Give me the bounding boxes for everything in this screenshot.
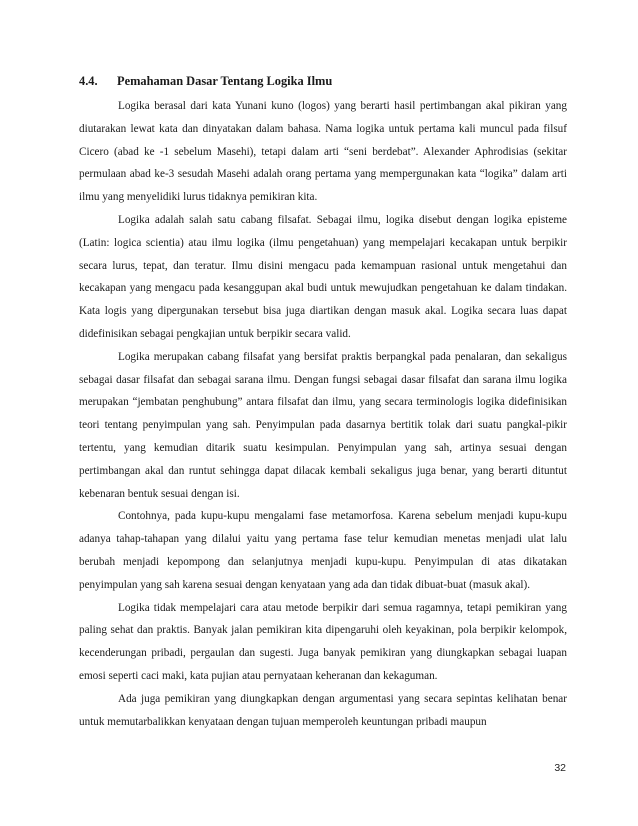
paragraph-6: Ada juga pemikiran yang diungkapkan dengan argumentasi yang secara sepintas kelihatan benar untuk memutarbalikkan kenyataan dengan tujuan memperoleh keuntungan pribadi maupun [79,692,567,728]
paragraph-5: Logika tidak mempelajari cara atau metode berpikir dari semua ragamnya, tetapi pemikiran yang paling sehat dan praktis. Banyak jalan pemikiran kita dipengaruhi oleh keyakinan, pola berpikir kelompok, kecenderungan pribadi, pergaulan dan sugesti. Juga banyak pemikiran yang diungkapkan sebagai luapan emosi seperti caci maki, kata pujian atau pernyataan keheranan dan kekaguman. [79,601,567,682]
section-title: Pemahaman Dasar Tentang Logika Ilmu [117,74,333,88]
page-number: 32 [554,762,566,774]
paragraph-4: Contohnya, pada kupu-kupu mengalami fase metamorfosa. Karena sebelum menjadi kupu-kupu adanya tahap-tahapan yang dilalui yaitu yang pertama fase telur kemudian menetas menjadi ulat lalu berubah menjadi kepompong dan selanjutnya menjadi kupu-kupu. Penyimpulan di atas dikatakan penyimpulan yang sah karena sesuai dengan kenyataan yang ada dan tidak dibuat-buat (masuk akal). [79,510,567,591]
paragraph-2: Logika adalah salah satu cabang filsafat. Sebagai ilmu, logika disebut dengan logika episteme (Latin: logica scientia) atau ilmu logika (ilmu pengetahuan) yang mempelajari kecakapan untuk berpikir secara lurus, tepat, dan teratur. Ilmu disini mengacu pada kemampuan rasional untuk mengetahui dan kecakapan yang mengacu pada kesanggupan akal budi untuk mewujudkan pengetahuan ke dalam tindakan. Kata logis yang dipergunakan tersebut bisa juga diartikan dengan masuk akal. Logika secara luas dapat didefinisikan sebagai pengkajian untuk berpikir secara valid. [79,213,567,340]
section-number: 4.4. [79,74,98,88]
section-heading [79,70,567,92]
paragraph-1: Logika berasal dari kata Yunani kuno (logos) yang berarti hasil pertimbangan akal pikiran yang diutarakan lewat kata dan dinyatakan dalam bahasa. Nama logika untuk pertama kali muncul pada filsuf Cicero (abad ke -1 sebelum Masehi), tetapi dalam arti “seni berdebat”. Alexander Aphrodisias (sekitar permulaan abad ke-3 sesudah Masehi adalah orang pertama yang mempergunakan kata “logika” dalam arti ilmu yang menyelidiki lurus tidaknya pemikiran kita. [79,100,567,204]
paragraph-3: Logika merupakan cabang filsafat yang bersifat praktis berpangkal pada penalaran, dan sekaligus sebagai dasar filsafat dan sebagai sarana ilmu. Dengan fungsi sebagai dasar filsafat dan sarana ilmu logika merupakan “jembatan penghubung” antara filsafat dan ilmu, yang secara terminologis logika didefinisikan teori tentang penyimpulan yang sah. Penyimpulan pada dasarnya bertitik tolak dari suatu pangkal-pikir tertentu, yang kemudian ditarik suatu kesimpulan. Penyimpulan yang sah, artinya sesuai dengan pertimbangan akal dan runtut sehingga dapat dilacak kembali sekaligus juga benar, yang berarti dituntut kebenaran bentuk sesuai dengan isi. [79,350,567,500]
